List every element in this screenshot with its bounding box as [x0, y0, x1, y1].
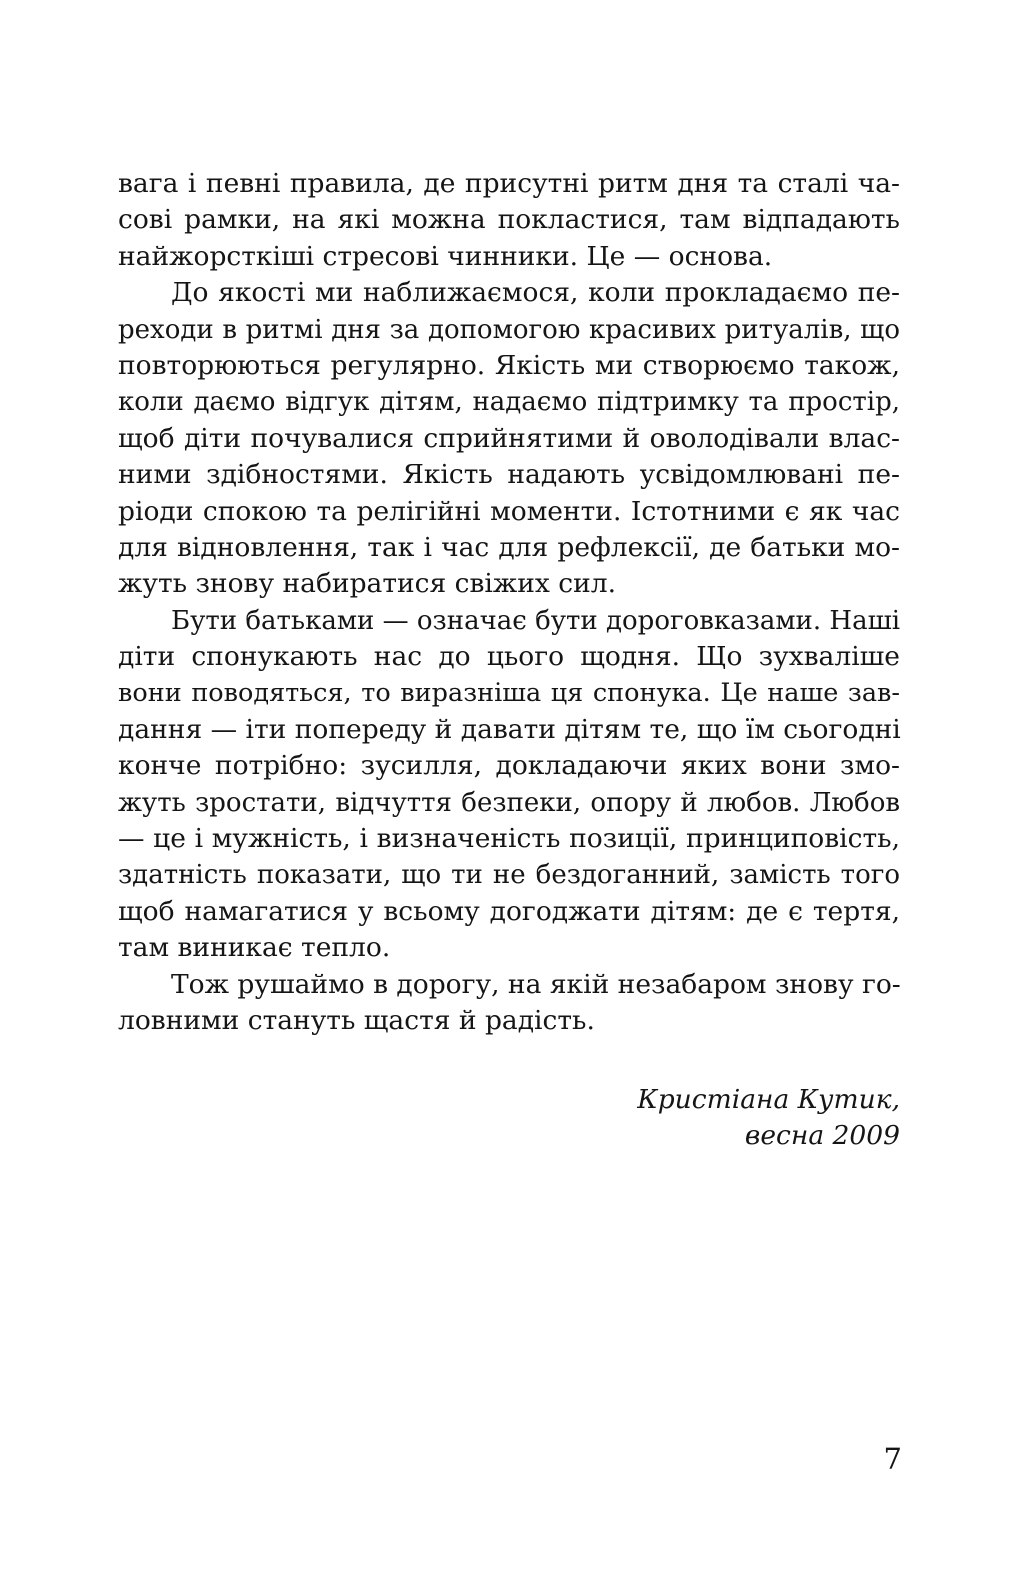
text-line: — це і мужність, і визначеність позиції, принциповість,: [118, 823, 900, 855]
text-line: До якості ми наближаємося, коли прокладаємо пе-: [171, 277, 900, 309]
text-line: Бути батьками — означає бути дороговказами. Наші: [171, 605, 901, 636]
page-number: 7: [883, 1442, 902, 1476]
author-name: Кристіана Кутик,: [637, 1084, 900, 1115]
text-line: жуть знову набиратися свіжих сил.: [118, 568, 617, 600]
author-signature: [637, 1082, 900, 1155]
text-line: вага і певні правила, де присутні ритм дня та сталі ча-: [118, 168, 900, 199]
text-line: ними здібностями. Якість надають усвідомлювані пе-: [118, 459, 900, 491]
text-line: повторюються регулярно. Якість ми створюємо також,: [118, 349, 900, 381]
text-line: щоб діти почувалися сприйнятими й оволодівали влас-: [118, 422, 900, 454]
text-line: дання — іти попереду й давати дітям те, що їм сьогодні: [118, 713, 901, 745]
text-line: щоб намагатися у всьому догоджати дітям: де є тертя,: [118, 895, 900, 927]
text-line: там виникає тепло.: [118, 932, 391, 964]
text-line: діти спонукають нас до цього щодня. Що зухваліше: [118, 641, 900, 673]
text-line: для відновлення, так і час для рефлексії, де батьки мо-: [118, 531, 900, 563]
text-line: ловними стануть щастя й радість.: [118, 1004, 595, 1036]
text-line: ріоди спокою та релігійні моменти. Істотними є як час: [118, 495, 900, 527]
text-line: сові рамки, на які можна покластися, там відпадають: [118, 204, 900, 236]
text-line: вони поводяться, то виразніша ця спонука. Це наше зав-: [118, 678, 900, 709]
body-text: [118, 166, 900, 1039]
text-line: конче потрібно: зусилля, докладаючи яких вони змо-: [118, 750, 900, 782]
text-line: найжорсткіші стресові чинники. Це — основа.: [118, 240, 773, 272]
signature-date: весна 2009: [744, 1120, 900, 1152]
text-line: Тож рушаймо в дорогу, на якій незабаром знову го-: [171, 968, 901, 1000]
text-line: реходи в ритмі дня за допомогою красивих ритуалів, що: [118, 314, 900, 345]
text-line: здатність показати, що ти не бездоганний, замість того: [118, 860, 900, 891]
text-line: коли даємо відгук дітям, надаємо підтримку та простір,: [118, 387, 900, 418]
text-line: жуть зростати, відчуття безпеки, опору й любов. Любов: [118, 787, 900, 818]
